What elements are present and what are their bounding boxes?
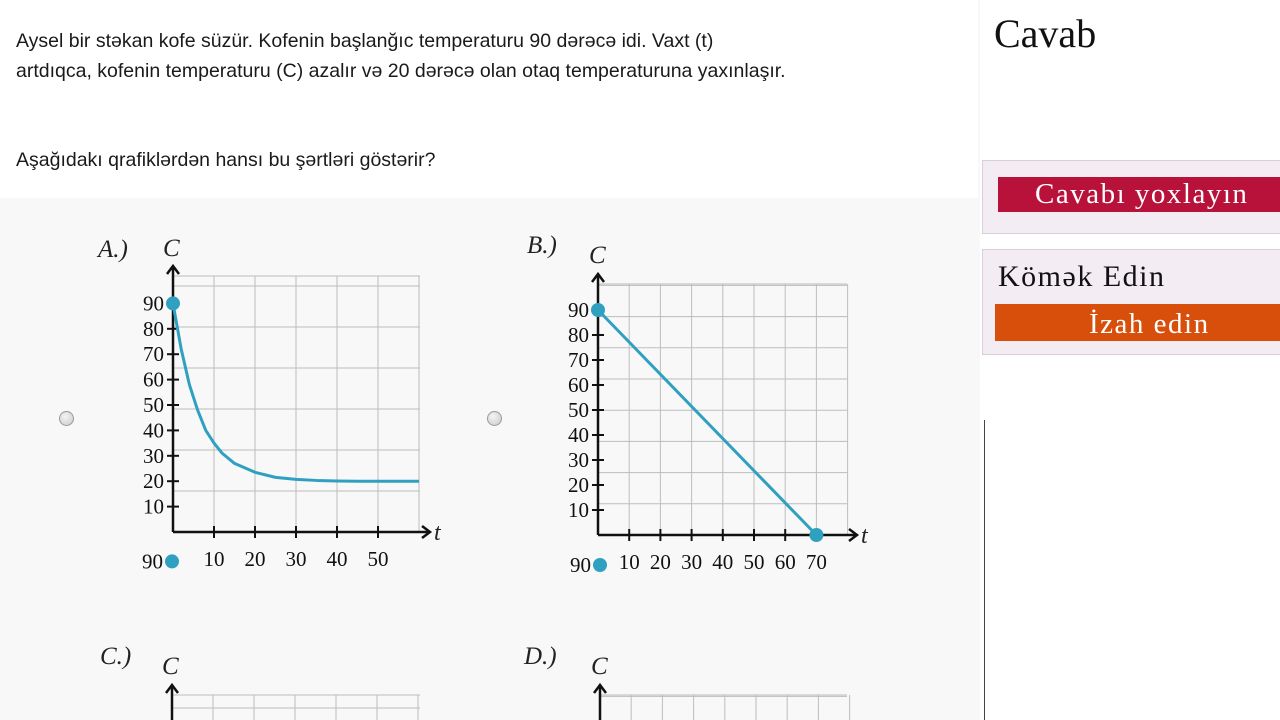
explain-button[interactable]: İzah edin <box>995 304 1280 341</box>
chart-b-x-tick-label: 50 <box>743 550 765 574</box>
chart-a-x-tick-label: 50 <box>367 547 389 571</box>
chart-a-y-tick-label: 90 <box>143 291 164 316</box>
divider-line <box>984 420 985 720</box>
chart-a-y-tick-label: 30 <box>143 443 164 468</box>
chart-b-y-tick-label: 10 <box>568 498 589 522</box>
option-c-label: C.) <box>100 643 132 670</box>
option-b-y-axis-label: C <box>589 242 606 269</box>
chart-b-y-tick-label: 80 <box>568 323 589 347</box>
chart-b-y-tick-label: 90 <box>568 298 589 322</box>
chart-a-x-tick-label: 20 <box>244 547 266 571</box>
chart-a-y-tick-label: 70 <box>143 342 164 367</box>
option-d-label: D.) <box>524 643 557 670</box>
chart-b-y-tick-label: 20 <box>568 473 589 497</box>
answer-title: Cavab <box>994 11 1097 56</box>
question-prompt: Aşağıdakı qrafiklərdən hansı bu şərtləri göstərir? <box>16 149 436 171</box>
option-a-y-axis-label: C <box>163 235 180 262</box>
chart-b-y-tick-label: 70 <box>568 348 589 372</box>
chart-d-data-point <box>593 558 607 572</box>
chart-b-y-tick-label: 50 <box>568 398 589 422</box>
chart-a-x-tick-label: 40 <box>326 547 348 571</box>
chart-a-x-axis-label: t <box>434 520 441 546</box>
option-c-y-axis-label: C <box>162 653 179 680</box>
chart-c-y-tick-label: 90 <box>142 549 163 574</box>
chart-b-y-tick-label: 30 <box>568 448 589 472</box>
chart-b-x-tick-label: 40 <box>712 550 734 574</box>
help-label: Kömək Edin <box>998 260 1166 293</box>
chart-a-y-tick-label: 20 <box>143 469 164 494</box>
chart-a-x-tick-label: 10 <box>203 547 225 571</box>
chart-b-x-tick-label: 70 <box>805 550 827 574</box>
chart-b-x-tick-label: 60 <box>774 550 796 574</box>
chart-a-y-tick-label: 40 <box>143 418 164 443</box>
chart-a-y-tick-label: 10 <box>143 494 164 519</box>
chart-b-y-tick-label: 40 <box>568 423 589 447</box>
chart-a-x-tick-label: 30 <box>285 547 307 571</box>
question-text-line-2: artdıqca, kofenin temperaturu (C) azalır və 20 dərəcə olan otaq temperaturuna yaxınlaşır. <box>16 60 786 82</box>
chart-a-y-tick-label: 60 <box>143 367 164 392</box>
check-answer-button[interactable]: Cavabı yoxlayın <box>998 177 1280 212</box>
chart-d-y-tick-label: 90 <box>570 553 591 577</box>
chart-b-x-tick-label: 30 <box>681 550 703 574</box>
chart-b-y-tick-label: 60 <box>568 373 589 397</box>
option-d-y-axis-label: C <box>591 653 608 680</box>
option-a-label: A.) <box>98 236 128 263</box>
answer-sidebar <box>980 0 1280 720</box>
chart-a-y-tick-label: 50 <box>143 393 164 417</box>
option-b-label: B.) <box>527 232 557 259</box>
chart-b-x-tick-label: 20 <box>649 550 671 574</box>
chart-a-y-tick-label: 80 <box>143 316 164 341</box>
question-text-line-1: Aysel bir stəkan kofe süzür. Kofenin başlanğıc temperaturu 90 dərəcə idi. Vaxt (t) <box>16 30 714 52</box>
chart-b-x-tick-label: 10 <box>618 550 640 574</box>
chart-b-x-axis-label: t <box>861 523 868 549</box>
